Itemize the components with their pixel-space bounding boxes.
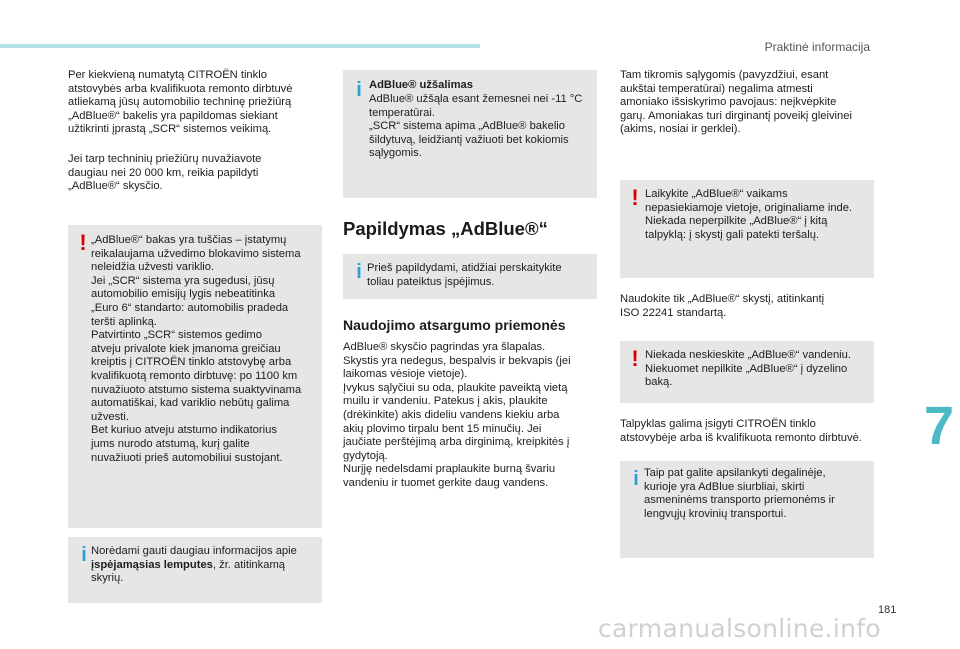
paragraph-mileage: Jei tarp techninių priežiūrų nuvažiavote daugiau nei 20 000 km, reikia papildyti „AdBlue®“ skysčio. <box>68 153 262 193</box>
info-box-freezing <box>343 70 597 198</box>
info-box-warning-lamps <box>68 537 322 603</box>
paragraph-iso-standard: Naudokite tik „AdBlue®“ skystį, atitinkantį ISO 22241 standartą. <box>620 293 825 319</box>
info-i-icon: i <box>356 261 362 283</box>
paragraph-ammonia: Tam tikromis sąlygomis (pavyzdžiui, esant aukštai temperatūrai) negalima atmesti amoniako išsiskyrimo pavojaus: neįkvėpkite garų. Amoniakas turi dirginantį poveikį gleivinei (akims, nosiai ir gerklei). <box>620 69 852 136</box>
warning-text: Laikykite „AdBlue®“ vaikams nepasiekiamoje vietoje, originaliame inde. Niekada neperpilkite „AdBlue®“ į kitą talpyklą: į skystį gali patekti teršalų. <box>645 188 853 241</box>
warning-box-empty-tank <box>68 225 322 528</box>
info-i-icon: i <box>633 468 639 490</box>
info-i-icon: i <box>81 544 87 566</box>
paragraph-precautions: AdBlue® skysčio pagrindas yra šlapalas. Skystis yra nedegus, bespalvis ir bekvapis (jei laikomas vėsioje vietoje). Įvykus sąlyčiui su oda, plaukite paveiktą vietą muilu ir vandeniu. Patekus į akis, plaukite (drėkinkite) akis dideliu vandens kiekiu arba akių plovimo tirpalu bent 15 minučių. Jei jaučiate perštėjimą arba dirginimą, kreipkitės į gydytoją. Nurįję nedelsdami praplaukite burną švariu vandeniu ir tuomet gerkite daug vandens. <box>343 341 571 489</box>
section-title: Praktinė informacija <box>764 40 870 54</box>
header-accent-bar <box>0 44 480 48</box>
info-text: Taip pat galite apsilankyti degalinėje, kurioje yra AdBlue siurbliai, skirti asmeninėms transporto priemonėms ir lengvųjų krovinių transportui. <box>644 467 835 520</box>
info-i-icon: i <box>356 79 362 101</box>
paragraph-containers: Talpyklas galima įsigyti CITROËN tinklo atstovybėje arba iš kvalifikuota remonto dirbtuvė. <box>620 418 862 444</box>
warning-box-children <box>620 180 874 278</box>
watermark: carmanualsonline.info <box>598 614 881 643</box>
subsection-heading: Naudojimo atsargumo priemonės <box>343 317 566 333</box>
chapter-number: 7 <box>924 396 955 456</box>
freezing-title: AdBlue® užšalimas <box>369 79 473 91</box>
section-heading: Papildymas „AdBlue®“ <box>343 218 548 239</box>
exclamation-icon: ! <box>631 346 639 371</box>
paragraph-maintenance: Per kiekvieną numatytą CITROËN tinklo atstovybės arba kvalifikuota remonto dirbtuvė atliekamą jūsų automobilio techninę priežiūrą „AdBlue®“ bakelis yra papildomas siekiant užtikrinti įprastą „SCR“ sistemos veikimą. <box>68 69 293 136</box>
exclamation-icon: ! <box>631 185 639 210</box>
page-number: 181 <box>878 604 897 616</box>
info-text: Prieš papildydami, atidžiai perskaitykite toliau pateiktus įspėjimus. <box>367 262 562 288</box>
info-text: Norėdami gauti daugiau informacijos apie įspėjamąsias lemputes, žr. atitinkamą skyrių. <box>91 545 297 585</box>
info-box-fuel-stations <box>620 461 874 558</box>
info-box-read-warnings <box>343 254 597 299</box>
warning-box-dilution <box>620 341 874 403</box>
freezing-text: AdBlue® užšąla esant žemesnei nei -11 °C temperatūrai. „SCR“ sistema apima „AdBlue® bakelio šildytuvą, leidžiantį važiuoti bet kokiomis sąlygomis. <box>369 93 583 160</box>
warning-text: Niekada neskieskite „AdBlue®“ vandeniu. Niekuomet nepilkite „AdBlue®“ į dyzelino baką. <box>645 349 852 389</box>
warning-text: „AdBlue®“ bakas yra tuščias – įstatymų reikalaujama užvedimo blokavimo sistema neleidžia užvesti variklio. Jei „SCR“ sistema yra sugedusi, jūsų automobilio emisijų lygis nebeatitinka „Euro 6“ standarto: automobilis pradeda teršti aplinką. Patvirtinto „SCR“ sistemos gedimo atveju privalote kiek įmanoma greičiau kreiptis į CITROËN tinklo atstovybę arba kvalifikuotą remonto dirbtuvę: po 1100 km nuvažiuoto atstumo sistema suaktyvinama automatiškai, kad variklio nebūtų galima užvesti. Bet kuriuo atveju atstumo indikatorius jums nurodo atstumą, kurį galite nuvažiuoti prieš automobiliui sustojant. <box>91 234 302 464</box>
exclamation-icon: ! <box>79 230 87 255</box>
